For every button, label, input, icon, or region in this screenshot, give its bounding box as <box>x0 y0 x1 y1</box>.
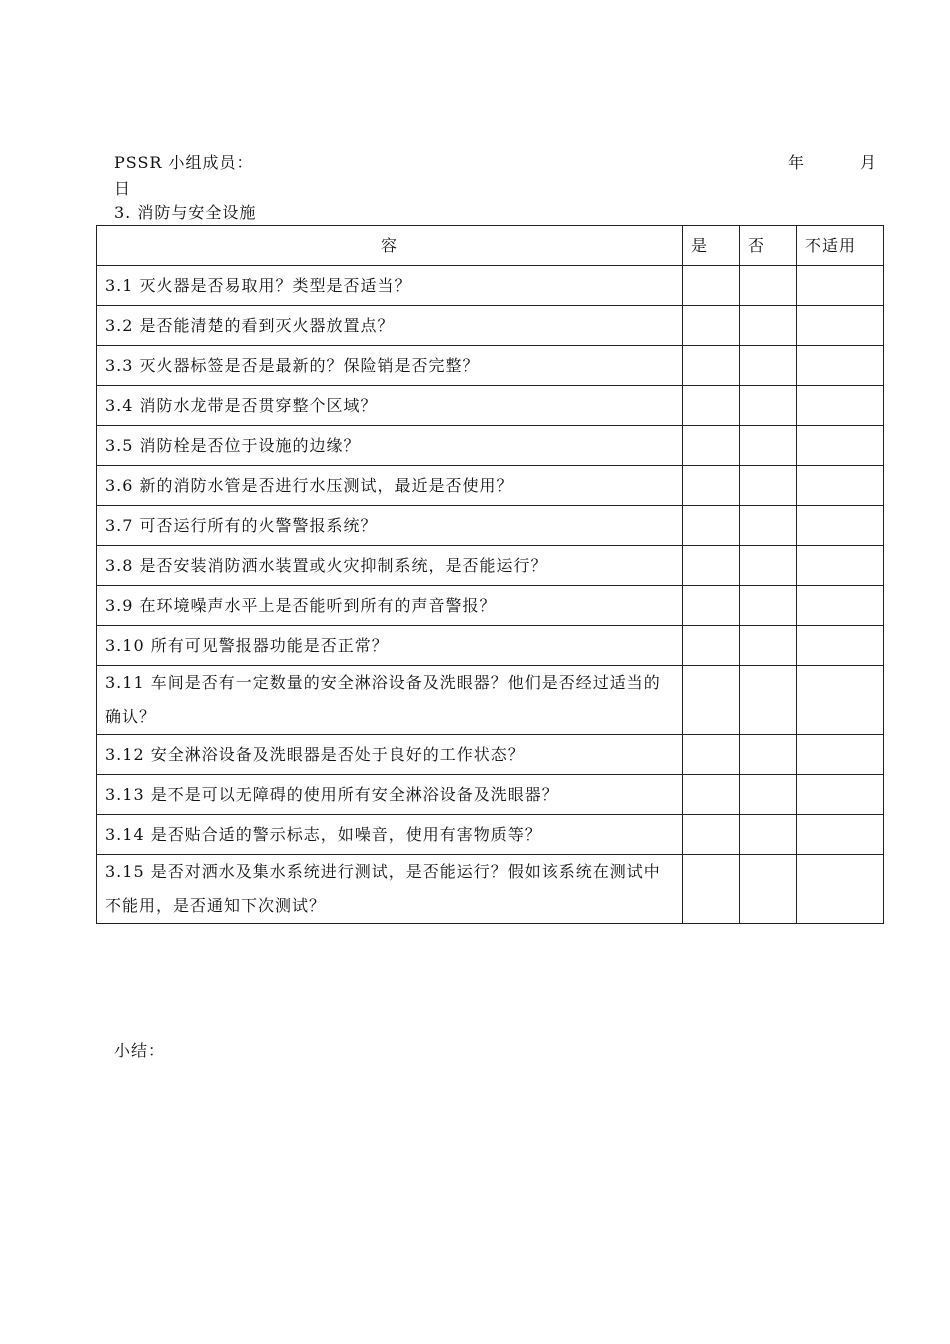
not-applicable-cell[interactable] <box>797 466 884 506</box>
month-label: 月 <box>860 153 878 172</box>
row-question: 3.3 灭火器标签是否是最新的？保险销是否完整？ <box>97 346 683 386</box>
not-applicable-cell[interactable] <box>797 546 884 586</box>
no-cell[interactable] <box>740 386 797 426</box>
no-cell[interactable] <box>740 626 797 666</box>
header-content: 容 <box>97 226 683 266</box>
row-question: 3.2 是否能清楚的看到灭火器放置点？ <box>97 306 683 346</box>
yes-cell[interactable] <box>683 306 740 346</box>
row-question: 3.14 是否贴合适的警示标志，如噪音，使用有害物质等？ <box>97 815 683 855</box>
yes-cell[interactable] <box>683 626 740 666</box>
row-question: 3.1 灭火器是否易取用？类型是否适当？ <box>97 266 683 306</box>
row-question: 3.7 可否运行所有的火警警报系统？ <box>97 506 683 546</box>
yes-cell[interactable] <box>683 775 740 815</box>
no-cell[interactable] <box>740 775 797 815</box>
yes-cell[interactable] <box>683 426 740 466</box>
day-label: 日 <box>114 179 131 198</box>
row-question: 3.15 是否对洒水及集水系统进行测试，是否能运行？假如该系统在测试中不能用，是否通知下次测试？ <box>97 855 683 924</box>
table-row <box>97 666 884 735</box>
section-title: 3. 消防与安全设施 <box>114 203 257 222</box>
yes-cell[interactable] <box>683 506 740 546</box>
no-cell[interactable] <box>740 426 797 466</box>
not-applicable-cell[interactable] <box>797 775 884 815</box>
row-question: 3.8 是否安装消防洒水装置或火灾抑制系统，是否能运行？ <box>97 546 683 586</box>
not-applicable-cell[interactable] <box>797 735 884 775</box>
not-applicable-cell[interactable] <box>797 855 884 924</box>
row-question: 3.10 所有可见警报器功能是否正常？ <box>97 626 683 666</box>
not-applicable-cell[interactable] <box>797 346 884 386</box>
table-row <box>97 815 884 855</box>
row-question: 3.11 车间是否有一定数量的安全淋浴设备及洗眼器？他们是否经过适当的确认？ <box>97 666 683 735</box>
no-cell[interactable] <box>740 666 797 735</box>
table-row <box>97 626 884 666</box>
header-no: 否 <box>740 226 797 266</box>
no-cell[interactable] <box>740 586 797 626</box>
table-row <box>97 586 884 626</box>
table-row <box>97 506 884 546</box>
table-row <box>97 346 884 386</box>
table-row <box>97 386 884 426</box>
no-cell[interactable] <box>740 266 797 306</box>
table-row <box>97 466 884 506</box>
not-applicable-cell[interactable] <box>797 266 884 306</box>
no-cell[interactable] <box>740 466 797 506</box>
no-cell[interactable] <box>740 815 797 855</box>
table-row <box>97 306 884 346</box>
no-cell[interactable] <box>740 546 797 586</box>
yes-cell[interactable] <box>683 346 740 386</box>
no-cell[interactable] <box>740 735 797 775</box>
table-row <box>97 775 884 815</box>
row-question: 3.12 安全淋浴设备及洗眼器是否处于良好的工作状态？ <box>97 735 683 775</box>
no-cell[interactable] <box>740 506 797 546</box>
yes-cell[interactable] <box>683 855 740 924</box>
header-yes: 是 <box>683 226 740 266</box>
checklist-table <box>96 225 884 924</box>
table-row <box>97 735 884 775</box>
header-not-applicable: 不适用 <box>797 226 884 266</box>
year-label: 年 <box>788 153 806 172</box>
yes-cell[interactable] <box>683 386 740 426</box>
not-applicable-cell[interactable] <box>797 426 884 466</box>
yes-cell[interactable] <box>683 546 740 586</box>
table-header-row <box>97 226 884 266</box>
row-question: 3.4 消防水龙带是否贯穿整个区域？ <box>97 386 683 426</box>
not-applicable-cell[interactable] <box>797 306 884 346</box>
not-applicable-cell[interactable] <box>797 626 884 666</box>
table-row <box>97 266 884 306</box>
table-row <box>97 426 884 466</box>
yes-cell[interactable] <box>683 466 740 506</box>
not-applicable-cell[interactable] <box>797 586 884 626</box>
yes-cell[interactable] <box>683 735 740 775</box>
not-applicable-cell[interactable] <box>797 666 884 735</box>
summary-label: 小结： <box>114 1041 166 1060</box>
yes-cell[interactable] <box>683 666 740 735</box>
no-cell[interactable] <box>740 346 797 386</box>
no-cell[interactable] <box>740 855 797 924</box>
header-line <box>114 150 882 174</box>
not-applicable-cell[interactable] <box>797 386 884 426</box>
table-row <box>97 855 884 924</box>
row-question: 3.6 新的消防水管是否进行水压测试，最近是否使用？ <box>97 466 683 506</box>
no-cell[interactable] <box>740 306 797 346</box>
not-applicable-cell[interactable] <box>797 815 884 855</box>
row-question: 3.9 在环境噪声水平上是否能听到所有的声音警报？ <box>97 586 683 626</box>
row-question: 3.13 是不是可以无障碍的使用所有安全淋浴设备及洗眼器？ <box>97 775 683 815</box>
yes-cell[interactable] <box>683 586 740 626</box>
yes-cell[interactable] <box>683 266 740 306</box>
not-applicable-cell[interactable] <box>797 506 884 546</box>
yes-cell[interactable] <box>683 815 740 855</box>
row-question: 3.5 消防栓是否位于设施的边缘？ <box>97 426 683 466</box>
table-row <box>97 546 884 586</box>
pssr-members-label: PSSR 小组成员： <box>114 153 254 172</box>
